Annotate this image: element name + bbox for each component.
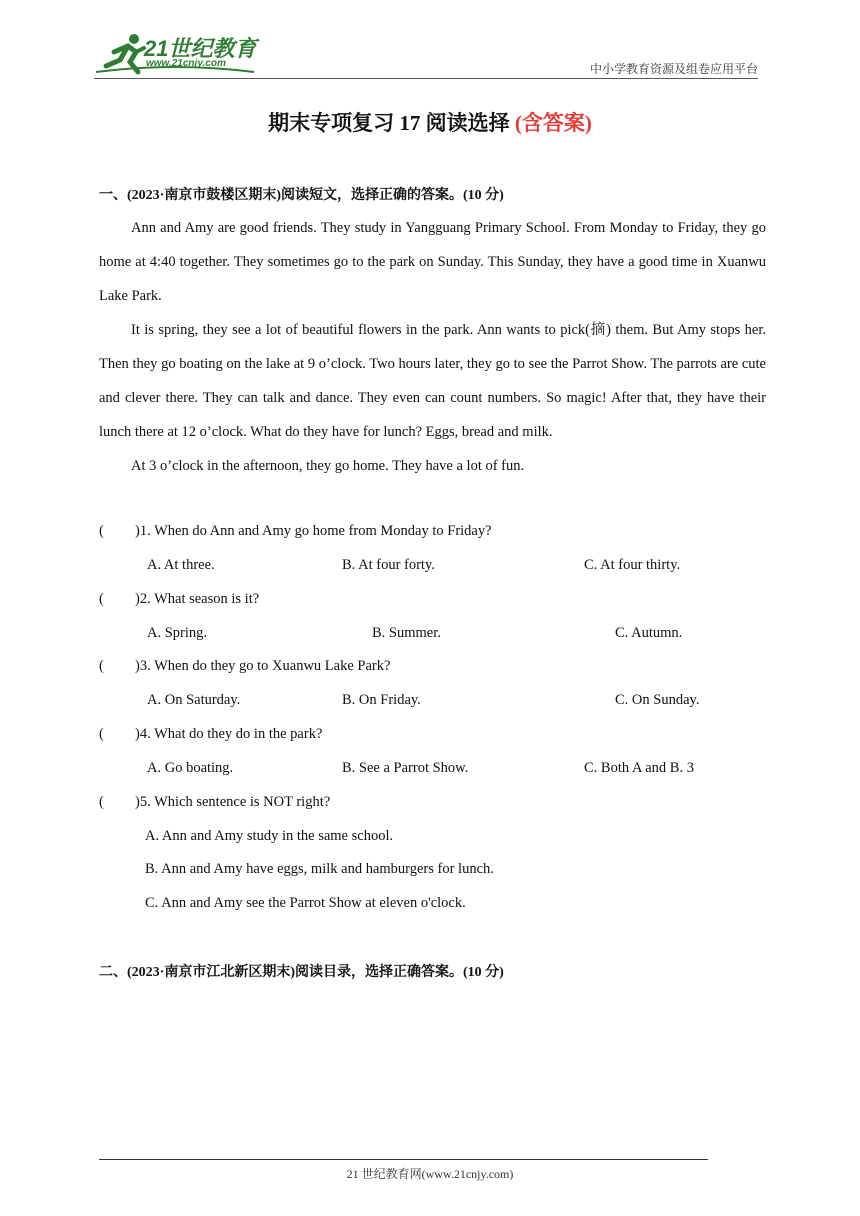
answer-blank[interactable]: ( [99, 658, 104, 674]
page-footer: 21 世纪教育网(www.21cnjy.com) [346, 1167, 514, 1181]
passage-paragraph: Ann and Amy are good friends. They study in Yangguang Primary School. From Monday to Friday, they go home at 4:40 together. They sometimes go to the park on Sunday. This Sunday, they have a good time in Xuanwu Lake Park. [99, 220, 766, 304]
question-text: )4. What do they do in the park? [135, 726, 323, 742]
question-1 [99, 523, 492, 540]
q5-option-a: A. Ann and Amy study in the same school. [145, 828, 394, 844]
q1-option-a: A. At three. [147, 557, 215, 573]
page-header [94, 30, 758, 80]
title-highlight: (含答案) [514, 111, 592, 135]
q3-option-a: A. On Saturday. [147, 692, 241, 708]
q4-option-c: C. Both A and B. 3 [584, 760, 694, 776]
page-title [0, 107, 860, 137]
footer-divider [99, 1159, 708, 1160]
q2-option-a: A. Spring. [147, 625, 208, 641]
passage-paragraph: It is spring, they see a lot of beautiful flowers in the park. Ann wants to pick(摘) them. But Amy stops her. Then they go boating on the lake at 9 o’clock. Two hours later, they go to see the Parrot Show. The parrots are cute and clever there. They can talk and dance. They even can count numbers. So magic! After that, they have their lunch there at 12 o’clock. What do they have for lunch? Eggs, bread and milk. [99, 322, 766, 440]
question-2 [99, 591, 259, 608]
answer-blank[interactable]: ( [99, 523, 104, 539]
logo-text: 21世纪教育 [144, 36, 257, 61]
q5-option-b: B. Ann and Amy have eggs, milk and hamburgers for lunch. [145, 861, 494, 877]
passage-paragraph: At 3 o’clock in the afternoon, they go home. They have a lot of fun. [131, 458, 525, 474]
q2-option-c: C. Autumn. [615, 625, 683, 641]
q2-option-b: B. Summer. [372, 625, 441, 641]
reading-passage [99, 211, 766, 483]
answer-blank[interactable]: ( [99, 591, 104, 607]
q3-option-b: B. On Friday. [342, 692, 421, 708]
q1-option-c: C. At four thirty. [584, 557, 681, 573]
question-text: )1. When do Ann and Amy go home from Monday to Friday? [135, 523, 492, 539]
question-5 [99, 794, 330, 811]
question-text: )5. Which sentence is NOT right? [135, 794, 331, 810]
section-1-heading: 一、(2023·南京市鼓楼区期末)阅读短文，选择正确的答案。(10 分) [99, 188, 504, 203]
answer-blank[interactable]: ( [99, 794, 104, 810]
question-3 [99, 658, 390, 675]
title-main: 期末专项复习 17 阅读选择 [268, 111, 515, 135]
answer-blank[interactable]: ( [99, 726, 104, 742]
q3-option-c: C. On Sunday. [615, 692, 700, 708]
section-2-heading: 二、(2023·南京市江北新区期末)阅读目录，选择正确答案。(10 分) [99, 965, 504, 980]
question-4 [99, 726, 322, 743]
q4-option-a: A. Go boating. [147, 760, 234, 776]
header-divider [94, 78, 758, 79]
logo-url: www.21cnjy.com [146, 58, 226, 69]
question-text: )2. What season is it? [135, 591, 260, 607]
q1-option-b: B. At four forty. [342, 557, 435, 573]
q5-option-c: C. Ann and Amy see the Parrot Show at eleven o'clock. [145, 895, 466, 911]
question-text: )3. When do they go to Xuanwu Lake Park? [135, 658, 391, 674]
q4-option-b: B. See a Parrot Show. [342, 760, 469, 776]
platform-name: 中小学教育资源及组卷应用平台 [589, 62, 758, 76]
